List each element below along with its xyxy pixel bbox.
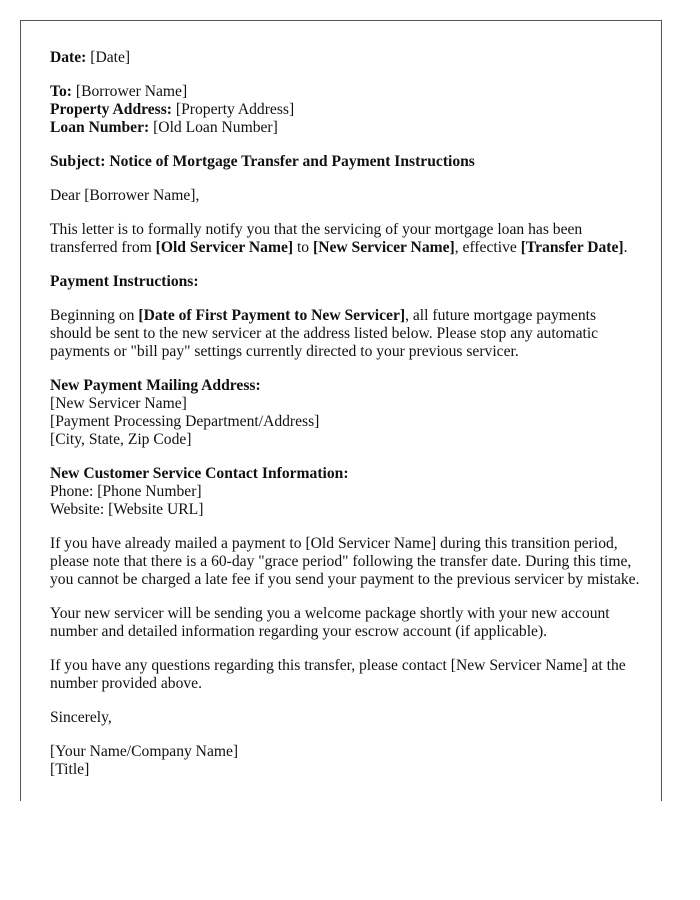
mailing-address-heading: New Payment Mailing Address: xyxy=(50,377,261,394)
payment-heading-text: Payment Instructions: xyxy=(50,273,199,290)
property-line xyxy=(50,101,640,119)
property-label: Property Address: xyxy=(50,101,173,118)
questions-paragraph: If you have any questions regarding this transfer, please contact [New Servicer Name] at the number provided above. xyxy=(50,657,626,692)
letter-body xyxy=(50,49,640,779)
payment-part1: Beginning on xyxy=(50,307,139,324)
mailing-line-1: [New Servicer Name] xyxy=(50,395,187,412)
contact-website: Website: [Website URL] xyxy=(50,501,204,518)
mailing-line-2: [Payment Processing Department/Address] xyxy=(50,413,320,430)
intro-paragraph xyxy=(50,221,640,257)
old-servicer: [Old Servicer Name] xyxy=(155,239,294,256)
loan-value: [Old Loan Number] xyxy=(153,119,278,136)
date-value: [Date] xyxy=(90,49,131,66)
salutation: Dear [Borrower Name], xyxy=(50,187,200,204)
transfer-date: [Transfer Date] xyxy=(520,239,624,256)
closing: Sincerely, xyxy=(50,709,112,726)
intro-part1: This letter is to formally notify you that the servicing of your mortgage loan has been transferred from xyxy=(50,221,583,256)
signature-name: [Your Name/Company Name] xyxy=(50,743,239,760)
contact-phone: Phone: [Phone Number] xyxy=(50,483,202,500)
loan-label: Loan Number: xyxy=(50,119,150,136)
to-label: To: xyxy=(50,83,72,100)
contact-heading: New Customer Service Contact Information: xyxy=(50,465,349,482)
date-label: Date: xyxy=(50,49,87,66)
property-value: [Property Address] xyxy=(175,101,295,118)
letter-page xyxy=(20,20,662,801)
intro-part2: to xyxy=(293,239,313,256)
welcome-package-paragraph: Your new servicer will be sending you a welcome package shortly with your new account number and detailed information regarding your escrow account (if applicable). xyxy=(50,605,610,640)
to-line xyxy=(50,83,640,101)
loan-line xyxy=(50,119,640,137)
to-value: [Borrower Name] xyxy=(75,83,188,100)
intro-part3: , effective xyxy=(454,239,521,256)
first-payment-date: [Date of First Payment to New Servicer] xyxy=(138,307,406,324)
contact-block xyxy=(50,465,640,519)
payment-instructions-paragraph xyxy=(50,307,640,361)
recipient-block xyxy=(50,83,640,137)
date-line xyxy=(50,49,640,67)
payment-instructions-heading xyxy=(50,273,640,291)
new-servicer: [New Servicer Name] xyxy=(313,239,455,256)
signature-block xyxy=(50,743,640,779)
signature-title: [Title] xyxy=(50,761,90,778)
subject-text: Subject: Notice of Mortgage Transfer and Payment Instructions xyxy=(50,153,475,170)
intro-part4: . xyxy=(623,239,628,256)
grace-period-paragraph: If you have already mailed a payment to [Old Servicer Name] during this transition period, please note that there is a 60-day "grace period" following the transfer date. During this time, you cannot be charged a late fee if you send your payment to the previous servicer by mistake. xyxy=(50,535,640,588)
payment-part2: , all future mortgage payments should be sent to the new servicer at the address listed below. Please stop any automatic payments or "bill pay" settings currently directed to your previous servicer. xyxy=(50,307,599,360)
mailing-line-3: [City, State, Zip Code] xyxy=(50,431,192,448)
header-block xyxy=(50,49,640,67)
mailing-address-block xyxy=(50,377,640,449)
subject-line xyxy=(50,153,640,171)
